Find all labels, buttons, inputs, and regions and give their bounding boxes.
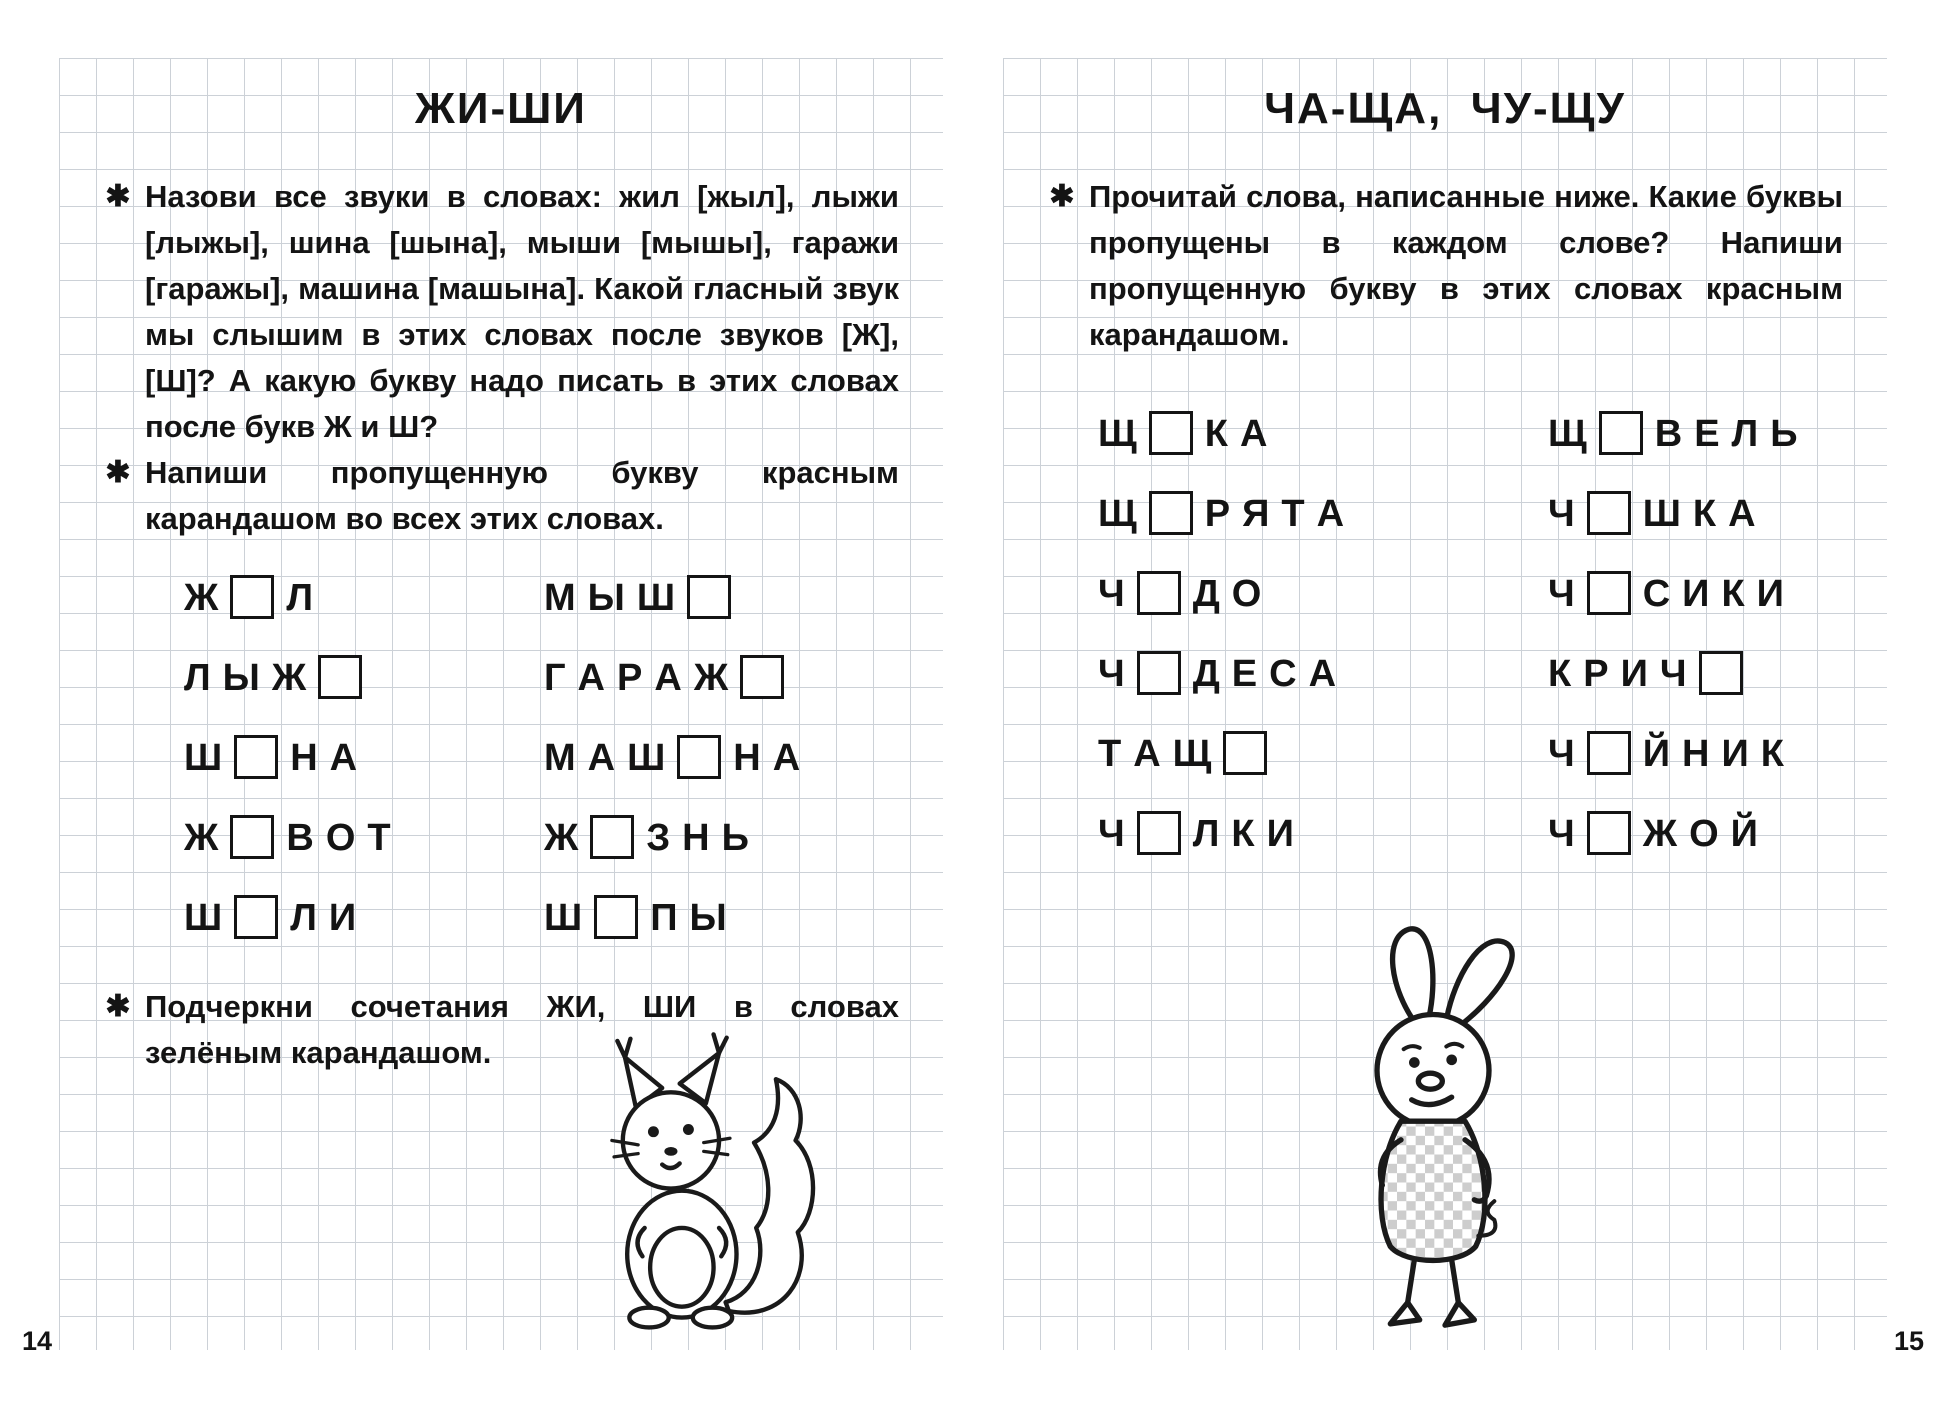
word-with-blank bbox=[538, 730, 899, 786]
missing-letter-box bbox=[1137, 651, 1181, 695]
word-letter: Е bbox=[1231, 653, 1258, 695]
word-letter: Ь bbox=[1770, 413, 1798, 455]
word-with-blank bbox=[1542, 566, 1843, 622]
word-with-blank bbox=[178, 570, 538, 626]
star-bullet-icon: ✱ bbox=[105, 990, 131, 1023]
word-letter: Ш bbox=[627, 737, 666, 779]
word-with-blank bbox=[1092, 646, 1542, 702]
word-letter: Ч bbox=[1548, 493, 1575, 535]
word-letter: Ч bbox=[1548, 733, 1575, 775]
word-letter: Л bbox=[1192, 813, 1220, 855]
word-letter: Ш bbox=[184, 737, 223, 779]
word-letter: Ч bbox=[1548, 573, 1575, 615]
word-letter: К bbox=[1721, 573, 1745, 615]
word-letter: Ж bbox=[544, 817, 579, 859]
page-title: ЧА-ЩА, ЧУ-ЩУ bbox=[1264, 84, 1626, 133]
right-page bbox=[1003, 58, 1887, 1350]
word-letter: В bbox=[1654, 413, 1683, 455]
word-list bbox=[1092, 406, 1843, 862]
word-letter: Р bbox=[617, 657, 643, 699]
word-letter: Ч bbox=[1548, 813, 1575, 855]
word-letter: А bbox=[329, 737, 358, 779]
word-letter: Й bbox=[1642, 733, 1671, 775]
word-letter: О bbox=[1231, 573, 1262, 615]
word-letter: Ч bbox=[1098, 813, 1125, 855]
word-letter: А bbox=[654, 657, 682, 699]
word-letter: Ж bbox=[1642, 813, 1678, 855]
word-letter: К bbox=[1204, 413, 1228, 455]
word-letter: А bbox=[1133, 733, 1161, 775]
missing-letter-box bbox=[590, 815, 634, 859]
missing-letter-box bbox=[1699, 651, 1743, 695]
word-with-blank bbox=[178, 890, 538, 946]
word-letter: Й bbox=[1730, 813, 1758, 855]
word-letter: Л bbox=[290, 897, 317, 939]
word-letter: Ч bbox=[1098, 653, 1125, 695]
word-letter: Л bbox=[286, 577, 314, 619]
word-with-blank bbox=[178, 650, 538, 706]
word-with-blank bbox=[1542, 486, 1843, 542]
missing-letter-box bbox=[1587, 491, 1631, 535]
missing-letter-box bbox=[740, 655, 784, 699]
left-page bbox=[59, 58, 943, 1350]
word-letter: Щ bbox=[1548, 413, 1587, 455]
task-text: Напиши пропущенную букву красным карандашом во всех этих словах. bbox=[145, 455, 899, 536]
missing-letter-box bbox=[1223, 731, 1267, 775]
word-letter: К bbox=[1231, 813, 1255, 855]
word-letter: Ш bbox=[636, 577, 676, 619]
word-letter: А bbox=[1728, 493, 1756, 535]
word-letter: Е bbox=[1694, 413, 1720, 455]
word-letter: Н bbox=[1682, 733, 1710, 775]
word-with-blank bbox=[1092, 486, 1542, 542]
word-letter: Щ bbox=[1098, 493, 1137, 535]
word-with-blank bbox=[538, 650, 899, 706]
word-with-blank bbox=[178, 810, 538, 866]
word-letter: Ы bbox=[222, 657, 260, 699]
word-with-blank bbox=[1092, 406, 1542, 462]
word-letter: Ж bbox=[693, 657, 729, 699]
word-letter: Ш bbox=[1642, 493, 1681, 535]
word-letter: Ж bbox=[271, 657, 307, 699]
word-letter: Н bbox=[682, 817, 710, 859]
task-text: Прочитай слова, написанные ниже. Какие буквы пропущены в каждом слове? Напиши пропущенную букву в этих словах красным карандашом. bbox=[1089, 179, 1843, 352]
word-letter: Р bbox=[1583, 653, 1609, 695]
word-letter: З bbox=[646, 817, 671, 859]
word-with-blank bbox=[1542, 646, 1843, 702]
missing-letter-box bbox=[1149, 491, 1193, 535]
task-item bbox=[103, 174, 899, 450]
missing-letter-box bbox=[1587, 731, 1631, 775]
word-with-blank bbox=[538, 810, 899, 866]
task-item bbox=[1047, 174, 1843, 358]
missing-letter-box bbox=[230, 575, 274, 619]
word-letter: А bbox=[1308, 653, 1337, 695]
piglet-illustration bbox=[1313, 921, 1553, 1348]
word-letter: Т bbox=[1098, 733, 1122, 775]
word-with-blank bbox=[1542, 806, 1843, 862]
missing-letter-box bbox=[677, 735, 721, 779]
word-letter: И bbox=[1620, 653, 1648, 695]
word-letter: Щ bbox=[1098, 413, 1137, 455]
missing-letter-box bbox=[1599, 411, 1643, 455]
word-letter: А bbox=[1239, 413, 1268, 455]
word-letter: Ы bbox=[689, 897, 727, 939]
word-letter: Ш bbox=[544, 897, 583, 939]
word-with-blank bbox=[1092, 566, 1542, 622]
word-letter: И bbox=[1266, 813, 1294, 855]
missing-letter-box bbox=[1137, 811, 1181, 855]
word-letter: А bbox=[587, 737, 616, 779]
word-with-blank bbox=[1092, 726, 1542, 782]
word-with-blank bbox=[538, 570, 899, 626]
word-letter: Ж bbox=[184, 577, 219, 619]
word-letter: Ж bbox=[184, 817, 219, 859]
word-letter: В bbox=[286, 817, 314, 859]
word-letter: Н bbox=[290, 737, 318, 779]
word-letter: Щ bbox=[1172, 733, 1212, 775]
page-title: ЖИ-ШИ bbox=[415, 84, 587, 133]
word-letter: Ы bbox=[587, 577, 625, 619]
left-page-content bbox=[59, 58, 943, 1350]
word-with-blank bbox=[178, 730, 538, 786]
word-letter: А bbox=[1316, 493, 1345, 535]
word-letter: С bbox=[1269, 653, 1297, 695]
squirrel-illustration bbox=[581, 1018, 833, 1346]
word-letter: И bbox=[1682, 573, 1710, 615]
word-letter: Д bbox=[1192, 653, 1220, 695]
word-letter: А bbox=[772, 737, 801, 779]
task-text: Назови все звуки в словах: жил [жыл], лыжи [лыжы], шина [шына], мыши [мышы], гаражи [гаражы], машина [машына]. Какой гласный звук мы слышим в этих словах после звуков [Ж], [Ш]? А какую букву надо писать в этих словах после букв Ж и Ш? bbox=[145, 179, 899, 444]
word-letter: А bbox=[577, 657, 605, 699]
missing-letter-box bbox=[1137, 571, 1181, 615]
word-letter: Н bbox=[733, 737, 761, 779]
task-item bbox=[103, 450, 899, 542]
word-letter: К bbox=[1760, 733, 1784, 775]
word-letter: И bbox=[1721, 733, 1749, 775]
star-bullet-icon: ✱ bbox=[1049, 180, 1075, 213]
word-letter: Ч bbox=[1659, 653, 1687, 695]
word-letter: Т bbox=[1281, 493, 1305, 535]
word-letter: О bbox=[1689, 813, 1719, 855]
word-letter: Д bbox=[1192, 573, 1220, 615]
word-letter: Т bbox=[367, 817, 391, 859]
word-letter: О bbox=[325, 817, 356, 859]
missing-letter-box bbox=[234, 895, 278, 939]
missing-letter-box bbox=[230, 815, 274, 859]
word-letter: М bbox=[544, 737, 576, 779]
word-letter: Ш bbox=[184, 897, 223, 939]
word-with-blank bbox=[1542, 406, 1843, 462]
word-letter: Г bbox=[544, 657, 566, 699]
page-number: 15 bbox=[1893, 1326, 1924, 1356]
right-page-content bbox=[1003, 58, 1887, 1350]
word-letter: С bbox=[1642, 573, 1671, 615]
word-letter: П bbox=[650, 897, 678, 939]
word-letter: К bbox=[1548, 653, 1572, 695]
word-letter: Л bbox=[1731, 413, 1759, 455]
missing-letter-box bbox=[318, 655, 362, 699]
word-with-blank bbox=[1092, 806, 1542, 862]
missing-letter-box bbox=[594, 895, 638, 939]
star-bullet-icon: ✱ bbox=[105, 456, 131, 489]
word-list bbox=[178, 570, 899, 946]
word-with-blank bbox=[538, 890, 899, 946]
word-letter: Л bbox=[184, 657, 211, 699]
word-letter: И bbox=[1756, 573, 1784, 615]
missing-letter-box bbox=[1587, 811, 1631, 855]
star-bullet-icon: ✱ bbox=[105, 180, 131, 213]
word-with-blank bbox=[1542, 726, 1843, 782]
page-number: 14 bbox=[22, 1326, 53, 1356]
word-letter: М bbox=[544, 577, 576, 619]
word-letter: Ч bbox=[1098, 573, 1125, 615]
missing-letter-box bbox=[687, 575, 731, 619]
word-letter: Я bbox=[1242, 493, 1270, 535]
missing-letter-box bbox=[1587, 571, 1631, 615]
word-letter: К bbox=[1692, 493, 1717, 535]
missing-letter-box bbox=[234, 735, 278, 779]
missing-letter-box bbox=[1149, 411, 1193, 455]
word-letter: Ь bbox=[721, 817, 749, 859]
task-text: Подчеркни сочетания ЖИ, ШИ в словах зелёным карандашом. bbox=[145, 989, 899, 1070]
word-letter: И bbox=[328, 897, 357, 939]
word-letter: Р bbox=[1204, 493, 1231, 535]
